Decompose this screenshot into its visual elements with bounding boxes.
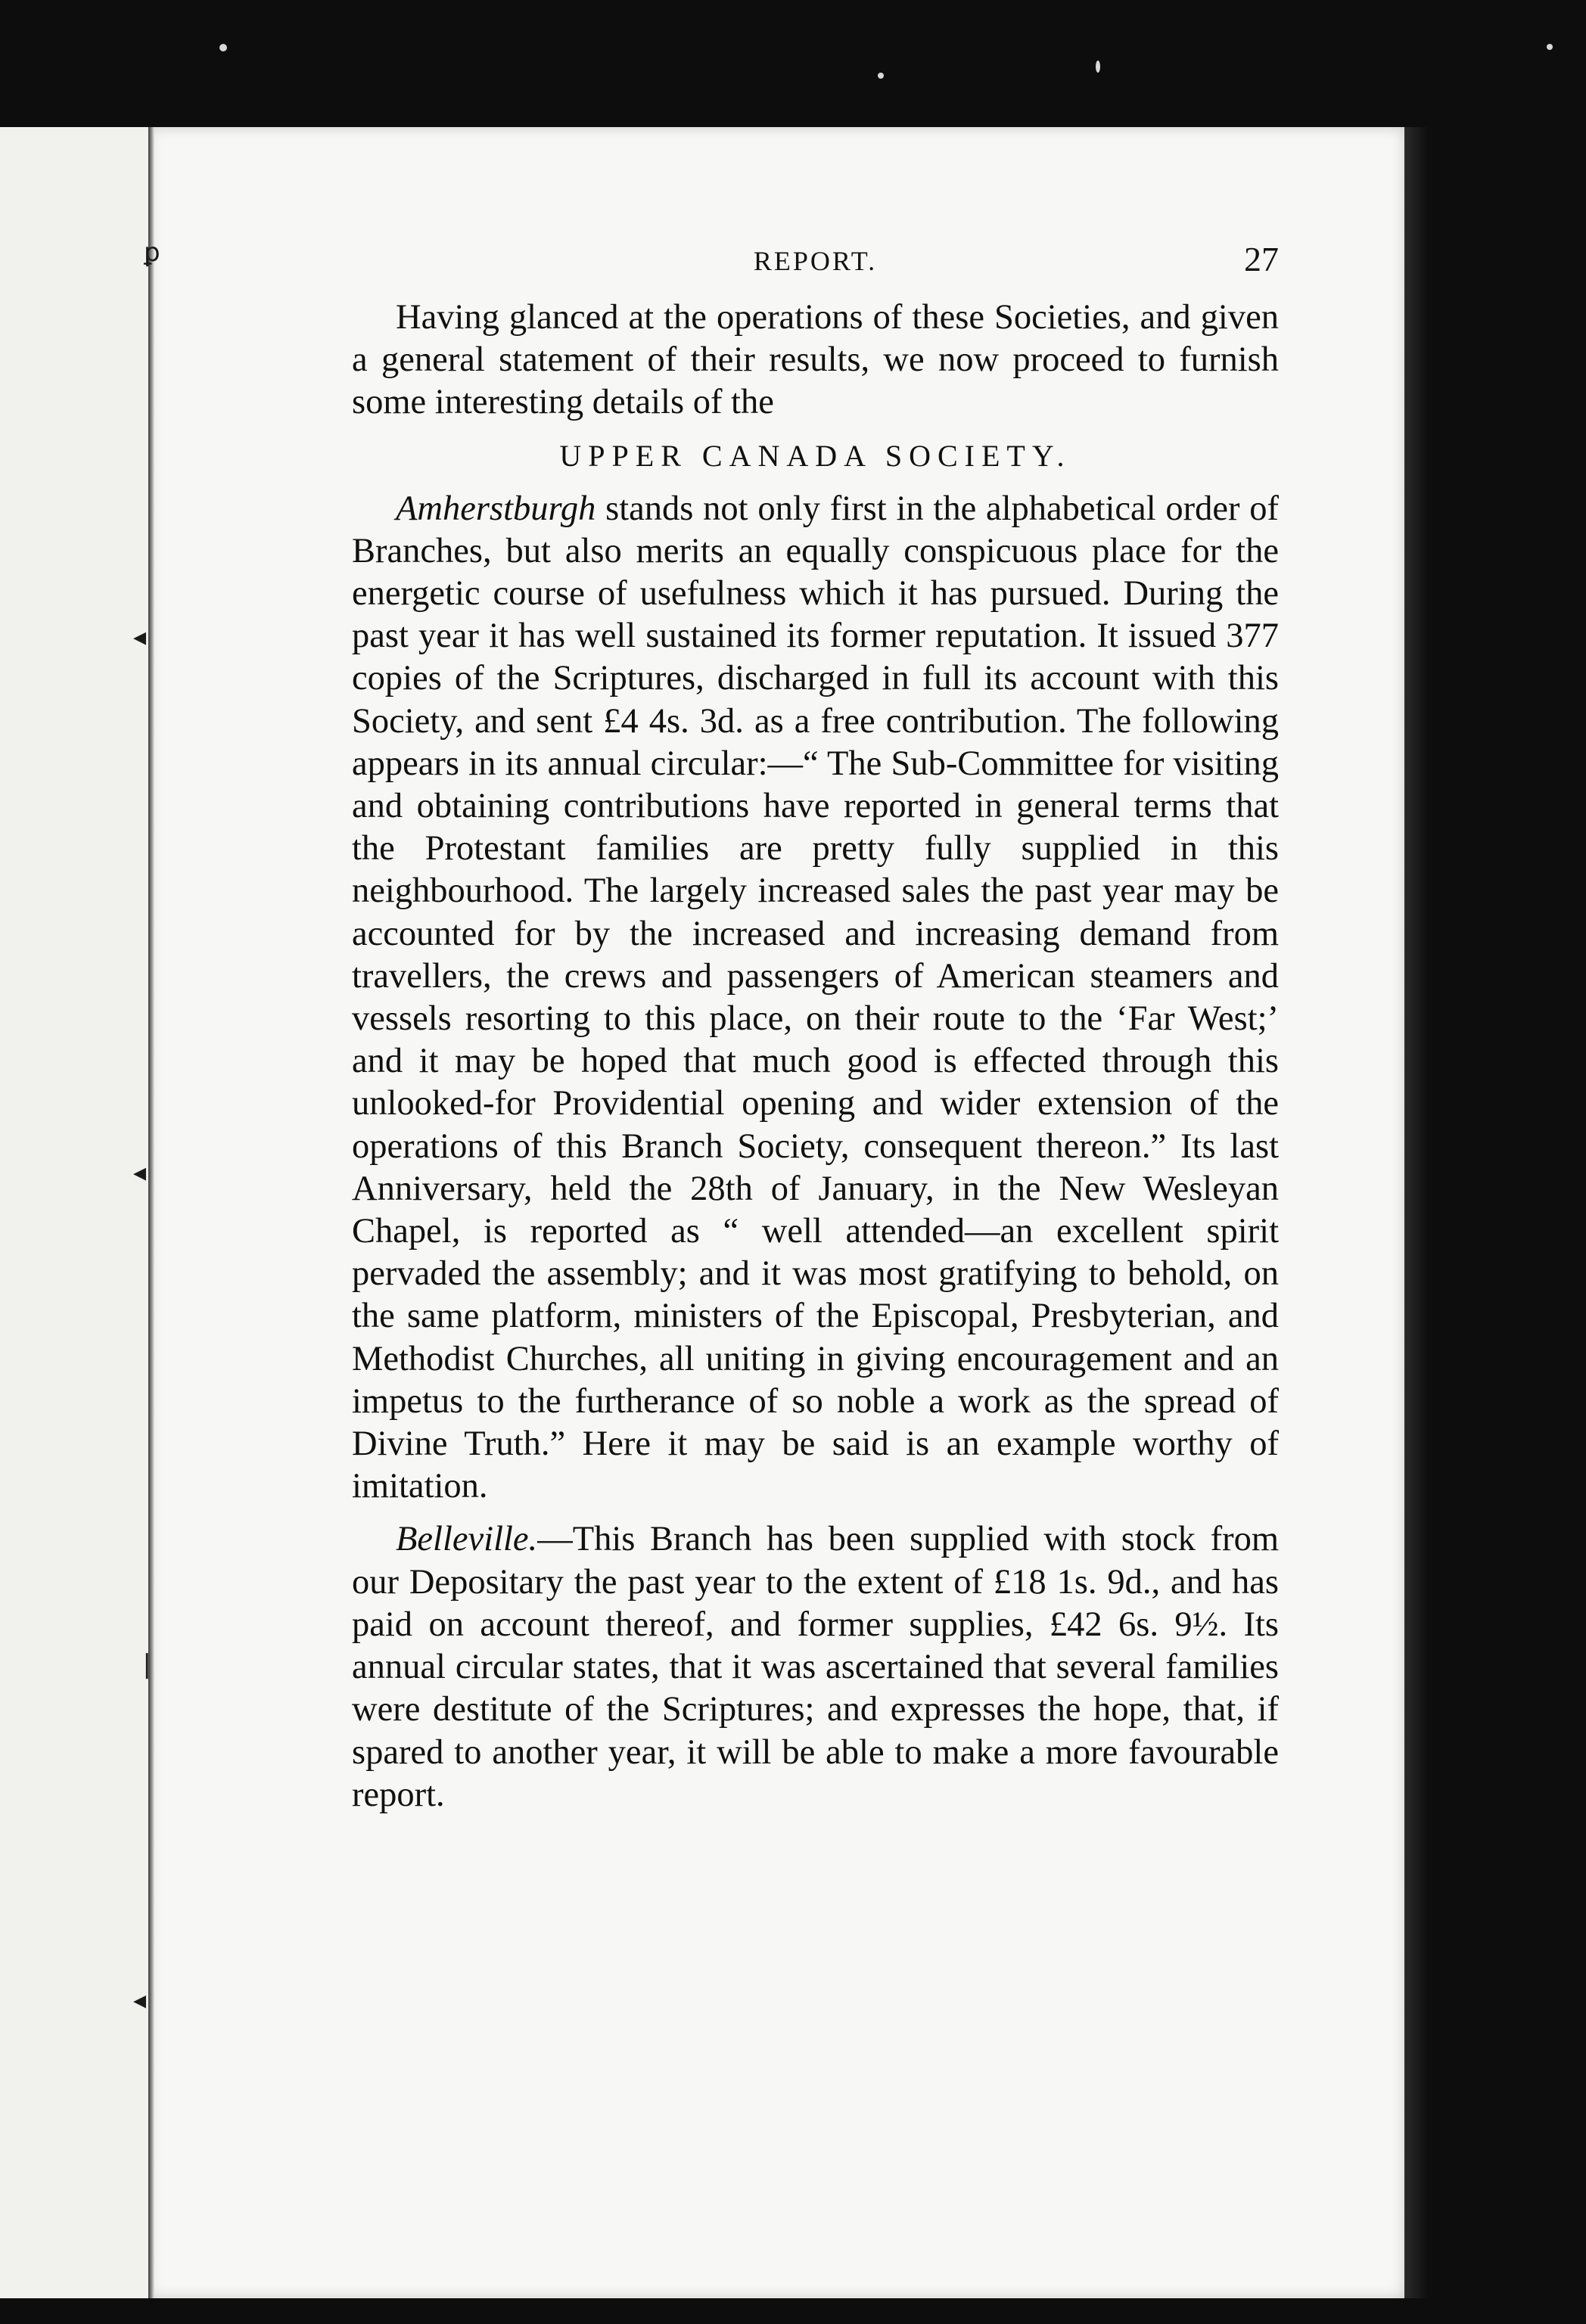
- section-heading: UPPER CANADA SOCIETY.: [559, 438, 1071, 473]
- page-header: [352, 239, 1279, 284]
- margin-mark: ◂: [133, 1159, 147, 1187]
- scan-speck: [1547, 44, 1553, 50]
- place-name-belleville: Belleville.: [396, 1520, 538, 1559]
- margin-mark: ◂: [133, 623, 147, 651]
- page-number: 27: [1244, 240, 1279, 278]
- margin-mark: ꝑ: [144, 239, 160, 267]
- place-name-amherstburgh: Amherstburgh: [396, 489, 596, 528]
- running-head: REPORT.: [753, 246, 878, 276]
- scan-speck: [219, 44, 227, 51]
- scan-speck: [878, 73, 884, 79]
- margin-mark: ❘: [136, 1651, 158, 1679]
- binding-gutter: [148, 127, 154, 2298]
- body-text: [352, 297, 1279, 1816]
- margin-mark: ◂: [133, 1987, 147, 2015]
- belleville-text: —This Branch has been supplied with stock from our Depositary the past year to the extent of £18 1s. 9d., and has paid on account thereof, and former supplies, £42 6s. 9½. Its annual circular states, that it was ascertained that several families were destitute of the Scriptures; and expresses the hope, that, if spared to another year, it will be able to make a more favourable report.: [352, 1520, 1279, 1814]
- intro-paragraph: Having glanced at the operations of these Societies, and given a general statement of their results, we now proceed to furnish some interesting details of the: [352, 298, 1279, 422]
- amherstburgh-text: stands not only first in the alphabetical order of Branches, but also merits an equally conspicuous place for the energetic course of usefulness which it has pursued. During the past year it has well sustained its former reputation. It issued 377 copies of the Scriptures, discharged in full its account with this Society, and sent £4 4s. 3d. as a free contribution. The following appears in its annual circular:—“ The Sub-Committee for visiting and obtaining contributions have reported in general terms that the Protestant families are pretty fully supplied in this neighbourhood. The largely increased sales the past year may be accounted for by the increased and increasing demand from travellers, the crews and passengers of American steamers and vessels resorting to this place, on their route to the ‘Far West;’ and it may be hoped that much good is effected through this unlooked-for Providential opening and wider extension of the operations of this Branch Society, consequent thereon.” Its last Anniversary, held the 28th of January, in the New Wesleyan Chapel, is reported as “ well attended—an excellent spirit pervaded the assembly; and it was most gratifying to behold, on the same platform, ministers of the Episcopal, Presbyterian, and Methodist Churches, all uniting in giving encouragement and an impetus to the furtherance of so noble a work as the spread of Divine Truth.” Here it may be said is an example worthy of imitation.: [352, 489, 1279, 1506]
- belleville-paragraph: [352, 1518, 1279, 1816]
- amherstburgh-paragraph: [352, 488, 1279, 1508]
- scan-speck: [1096, 61, 1100, 73]
- facing-page-strip: [0, 127, 148, 2298]
- page-edge-shadow: [1404, 127, 1429, 2298]
